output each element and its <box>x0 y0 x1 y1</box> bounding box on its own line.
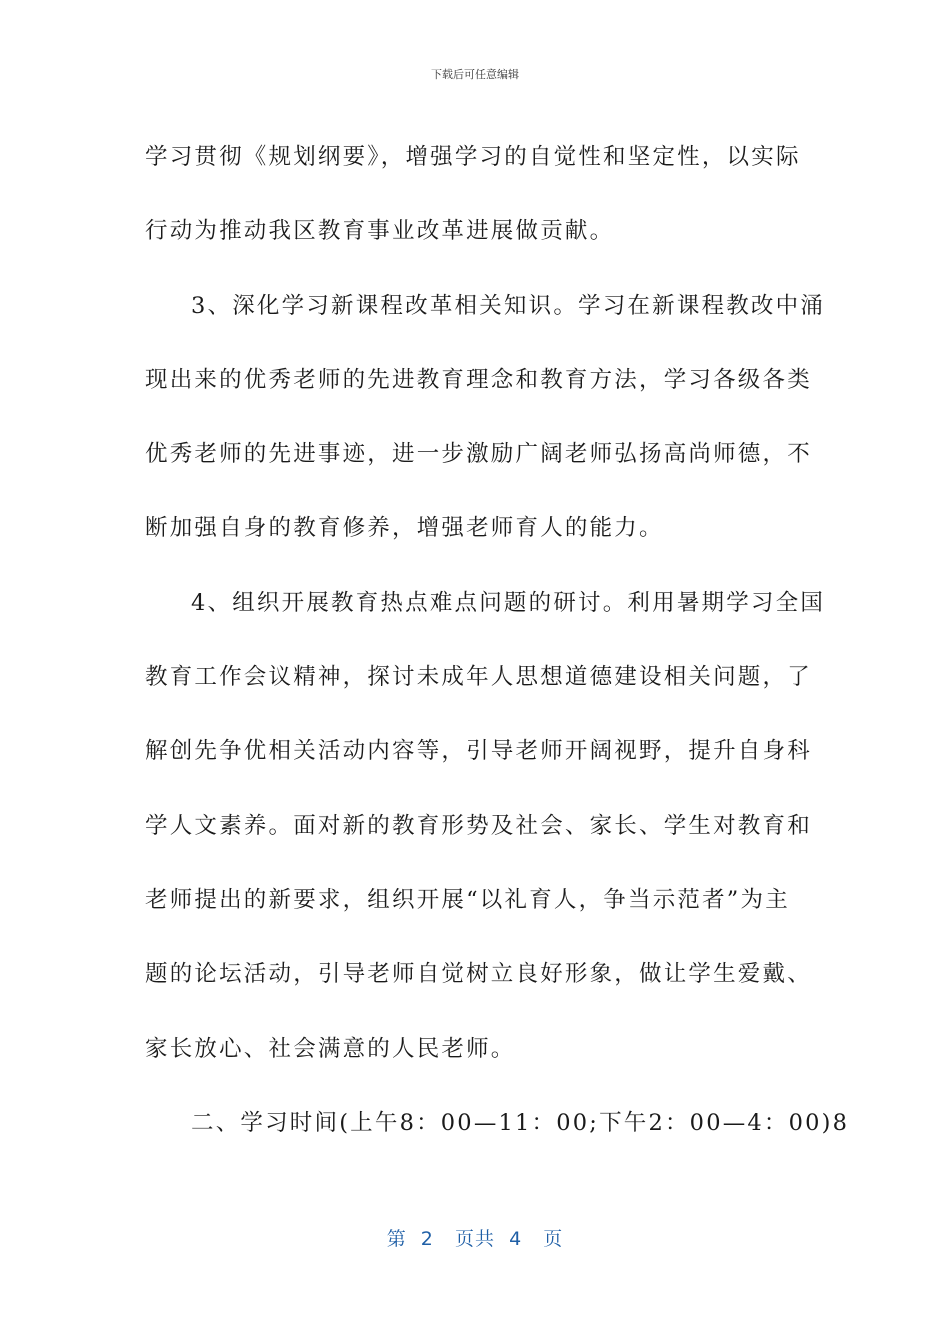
text-line: 家长放心、社会满意的人民老师。 <box>145 1035 516 1062</box>
text-line: 3、深化学习新课程改革相关知识。学习在新课程教改中涌 <box>191 292 826 319</box>
text-line: 行动为推动我区教育事业改革进展做贡献。 <box>145 218 615 245</box>
text-line: 解创先争优相关活动内容等，引导老师开阔视野，提升自身科 <box>145 738 812 765</box>
header-note: 下载后可任意编辑 <box>431 68 519 81</box>
document-body <box>145 120 850 1160</box>
text-line: 优秀老师的先进事迹，进一步激励广阔老师弘扬高尚师德，不 <box>145 441 812 468</box>
text-line: 断加强自身的教育修养，增强老师育人的能力。 <box>145 515 664 542</box>
text-line: 4、组织开展教育热点难点问题的研讨。利用暑期学习全国 <box>191 589 826 616</box>
page-number-footer: 第 2 页共 4 页 <box>386 1228 564 1250</box>
text-line: 二、学习时间(上午8：00—11：00;下午2：00—4：00)8 <box>191 1109 850 1136</box>
text-line: 教育工作会议精神，探讨未成年人思想道德建设相关问题，了 <box>145 664 812 691</box>
text-line: 学习贯彻《规划纲要》，增强学习的自觉性和坚定性，以实际 <box>145 144 801 170</box>
text-line: 题的论坛活动，引导老师自觉树立良好形象，做让学生爱戴、 <box>145 961 812 988</box>
text-line: 学人文素养。面对新的教育形势及社会、家长、学生对教育和 <box>145 812 812 839</box>
text-line: 老师提出的新要求，组织开展“以礼育人，争当示范者”为主 <box>145 886 790 913</box>
text-line: 现出来的优秀老师的先进教育理念和教育方法，学习各级各类 <box>145 366 812 393</box>
